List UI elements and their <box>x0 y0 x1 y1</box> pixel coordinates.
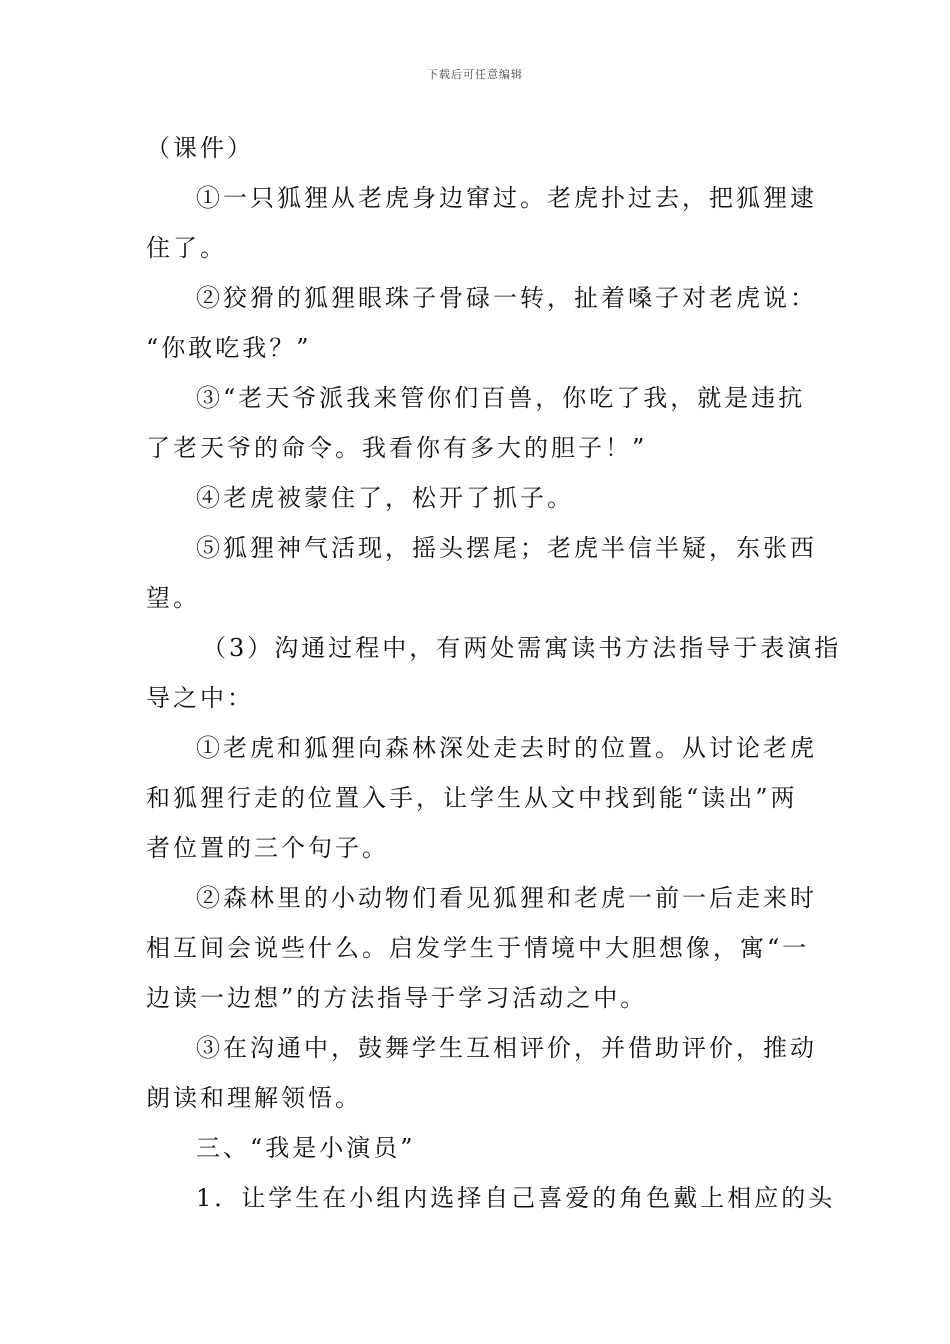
text-line: 和狐狸行走的位置入手，让学生从文中找到能“读出”两 <box>146 784 798 812</box>
text-line: ①老虎和狐狸向森林深处走去时的位置。从讨论老虎 <box>196 734 817 762</box>
text-line: ②狡猾的狐狸眼珠子骨碌一转，扯着嗓子对老虎说： <box>196 284 817 312</box>
text-line: “你敢吃我？” <box>146 334 312 362</box>
text-line: 边读一边想”的方法指导于学习活动之中。 <box>146 984 648 1012</box>
section-heading: 三、“我是小演员” <box>196 1134 416 1162</box>
text-line: ③在沟通中，鼓舞学生互相评价，并借助评价，推动 <box>196 1034 817 1062</box>
text-line: ③“老天爷派我来管你们百兽，你吃了我，就是违抗 <box>196 384 806 412</box>
text-line: （课件） <box>146 134 254 162</box>
text-line: 朗读和理解领悟。 <box>146 1084 362 1112</box>
text-line: 者位置的三个句子。 <box>146 834 389 862</box>
text-line: ①一只狐狸从老虎身边窜过。老虎扑过去，把狐狸逮 <box>196 184 817 212</box>
text-line: 导之中： <box>146 684 254 712</box>
text-line: ⑤狐狸神气活现，摇头摆尾；老虎半信半疑，东张西 <box>196 534 817 562</box>
text-line: （3）沟通过程中，有两处需寓读书方法指导于表演指 <box>202 634 842 662</box>
text-line: 1．让学生在小组内选择自己喜爱的角色戴上相应的头 <box>196 1184 836 1212</box>
text-line: 望。 <box>146 584 200 612</box>
page-header: 下载后可任意编辑 <box>427 68 523 81</box>
text-line: ④老虎被蒙住了，松开了抓子。 <box>196 484 574 512</box>
text-line: 了老天爷的命令。我看你有多大的胆子！” <box>146 434 648 462</box>
text-line: ②森林里的小动物们看见狐狸和老虎一前一后走来时 <box>196 884 817 912</box>
document-body <box>146 123 842 1223</box>
text-line: 相互间会说些什么。启发学生于情境中大胆想像，寓“一 <box>146 934 810 962</box>
text-line: 住了。 <box>146 234 227 262</box>
